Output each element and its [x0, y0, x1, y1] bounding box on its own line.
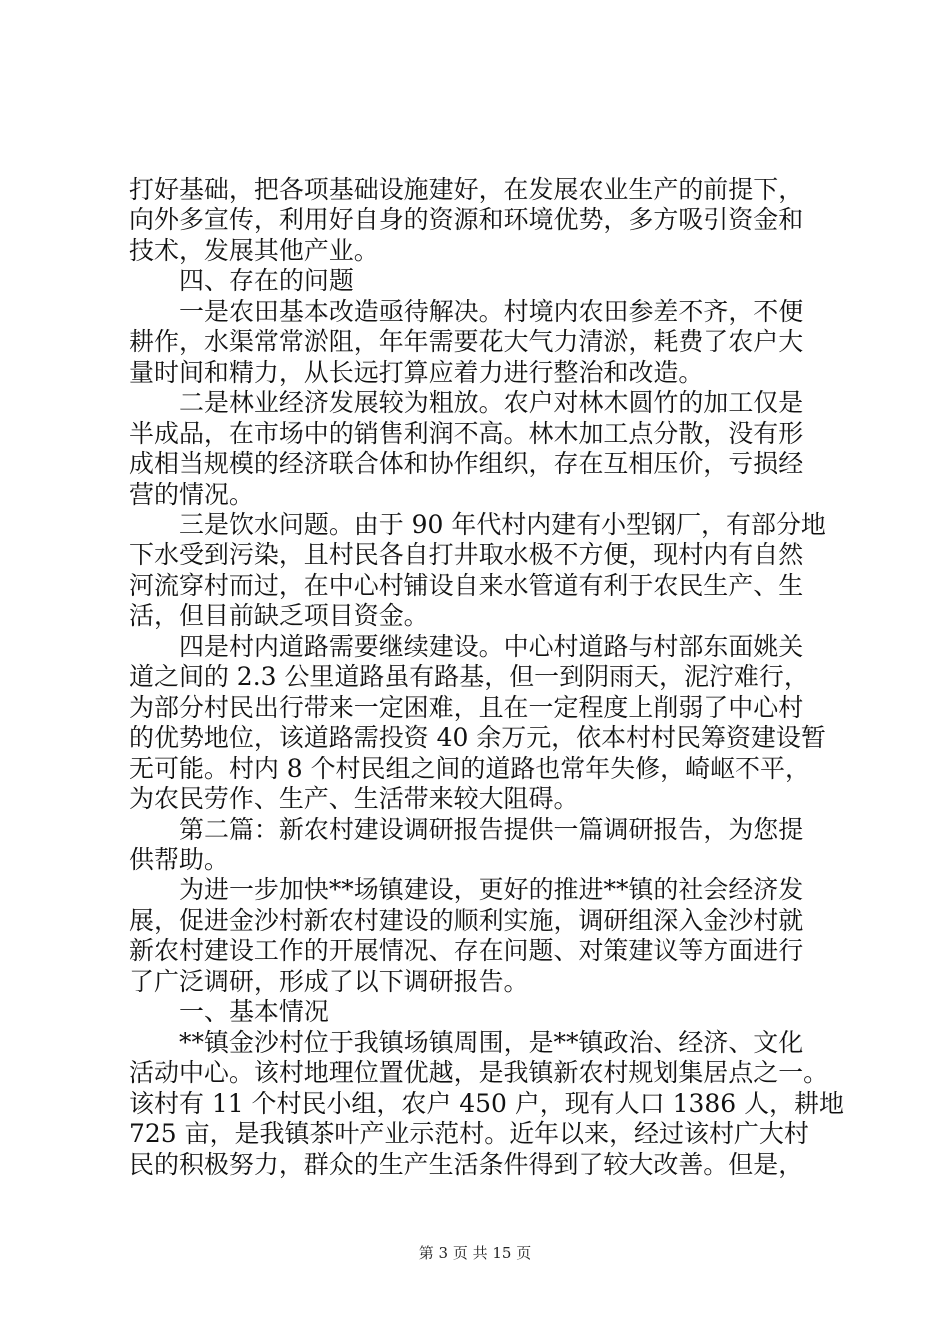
- text-line: 为农民劳作、生产、生活带来较大阻碍。: [129, 784, 579, 814]
- text-line: 为部分村民出行带来一定困难，且在一定程度上削弱了中心村: [129, 692, 804, 722]
- text-line: 为进一步加快**场镇建设，更好的推进**镇的社会经济发: [179, 875, 804, 905]
- text-line: 的优势地位，该道路需投资 40 余万元，依本村村民筹资建设暂: [129, 723, 826, 753]
- text-line: 活动中心。该村地理位置优越，是我镇新农村规划集居点之一。: [129, 1058, 829, 1088]
- text-line: 新农村建设工作的开展情况、存在问题、对策建议等方面进行: [129, 936, 804, 966]
- text-line: 一是农田基本改造亟待解决。村境内农田参差不齐，不便: [179, 296, 804, 326]
- text-line: 四是村内道路需要继续建设。中心村道路与村部东面姚关: [179, 631, 804, 661]
- text-line: 二是林业经济发展较为粗放。农户对林木圆竹的加工仅是: [179, 388, 804, 418]
- text-line: 技术，发展其他产业。: [129, 235, 379, 265]
- text-line: 该村有 11 个村民小组，农户 450 户，现有人口 1386 人，耕地: [129, 1088, 844, 1118]
- text-line: 725 亩，是我镇茶叶产业示范村。近年以来，经过该村广大村: [129, 1119, 809, 1149]
- section-heading: 四、存在的问题: [179, 266, 354, 296]
- text-line: 道之间的 2.3 公里道路虽有路基，但一到阴雨天，泥泞难行，: [129, 662, 809, 692]
- text-line: 河流穿村而过，在中心村铺设自来水管道有利于农民生产、生: [129, 570, 804, 600]
- text-line: 向外多宣传，利用好自身的资源和环境优势，多方吸引资金和: [129, 205, 804, 235]
- text-line: 了广泛调研，形成了以下调研报告。: [129, 966, 529, 996]
- text-line: 下水受到污染，且村民各自打井取水极不方便，现村内有自然: [129, 540, 804, 570]
- text-line: 打好基础，把各项基础设施建好，在发展农业生产的前提下，: [129, 175, 804, 204]
- text-line: 成相当规模的经济联合体和协作组织，存在互相压价，亏损经: [129, 449, 804, 479]
- text-line: 民的积极努力，群众的生产生活条件得到了较大改善。但是，: [129, 1149, 804, 1179]
- text-line: 展，促进金沙村新农村建设的顺利实施，调研组深入金沙村就: [129, 905, 804, 935]
- section-heading: 一、基本情况: [179, 997, 329, 1027]
- text-line: 耕作，水渠常常淤阻，年年需要花大气力清淤，耗费了农户大: [129, 327, 804, 357]
- text-line: 活，但目前缺乏项目资金。: [129, 601, 429, 631]
- text-line: 第二篇：新农村建设调研报告提供一篇调研报告，为您提: [179, 814, 804, 844]
- page-number-footer: 第 3 页 共 15 页: [418, 1244, 532, 1262]
- text-line: 量时间和精力，从长远打算应着力进行整治和改造。: [129, 357, 704, 387]
- text-line: **镇金沙村位于我镇场镇周围，是**镇政治、经济、文化: [179, 1027, 804, 1057]
- text-line: 营的情况。: [129, 479, 254, 509]
- text-line: 半成品，在市场中的销售利润不高。林木加工点分散，没有形: [129, 418, 804, 448]
- text-line: 供帮助。: [129, 845, 229, 874]
- text-line: 无可能。村内 8 个村民组之间的道路也常年失修，崎岖不平，: [129, 753, 810, 783]
- text-line: 三是饮水问题。由于 90 年代村内建有小型钢厂，有部分地: [179, 510, 826, 539]
